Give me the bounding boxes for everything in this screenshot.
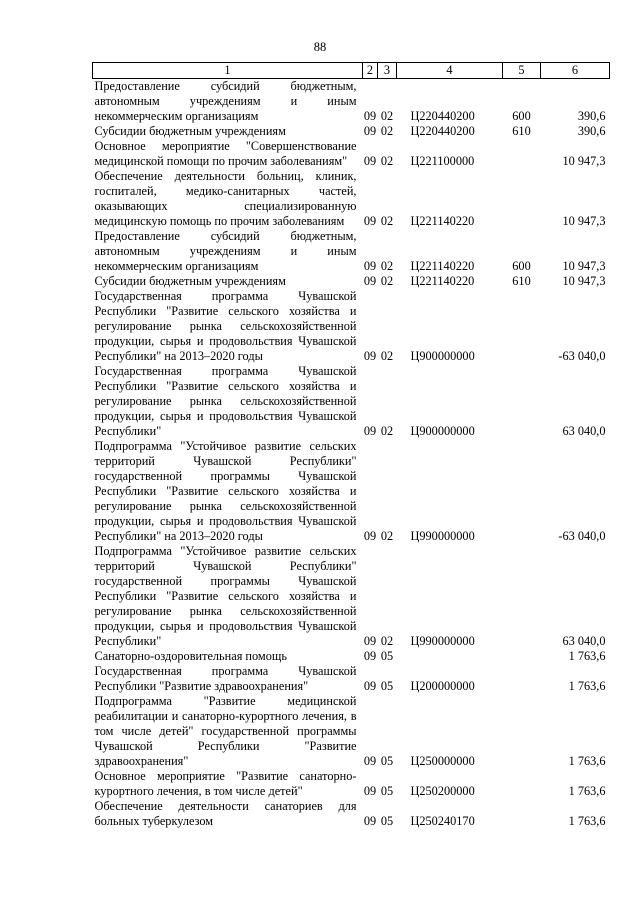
row-target-item: Ц221100000 [410, 154, 475, 168]
row-section: 09 [363, 814, 377, 828]
table-row [93, 649, 610, 664]
budget-table [92, 62, 610, 829]
row-subsection: 02 [380, 259, 394, 273]
row-expense-type: 600 [512, 109, 531, 123]
row-expense-type [503, 664, 541, 694]
row-target-item: Ц900000000 [410, 424, 475, 438]
row-amount: 10 947,3 [562, 214, 606, 228]
row-name: Предоставление субсидий бюджетным, автономным учреждениям и иным некоммерческим организациям [94, 79, 357, 123]
table-row [93, 364, 610, 439]
row-name: Обеспечение деятельности санаториев для больных туберкулезом [94, 799, 357, 828]
table-header-row [93, 63, 610, 79]
row-expense-type [503, 364, 541, 439]
column-header-expense-type: 5 [503, 63, 541, 79]
table-row [93, 274, 610, 289]
table-row [93, 139, 610, 169]
row-subsection: 02 [380, 274, 394, 288]
row-expense-type [503, 649, 541, 664]
row-expense-type [503, 289, 541, 364]
column-header-name: 1 [93, 63, 363, 79]
row-subsection: 02 [380, 634, 394, 648]
row-subsection: 02 [380, 529, 394, 543]
row-section: 09 [363, 109, 377, 123]
row-amount: 10 947,3 [562, 259, 606, 273]
table-row [93, 664, 610, 694]
row-section: 09 [363, 214, 377, 228]
row-expense-type [503, 169, 541, 229]
row-section: 09 [363, 349, 377, 363]
row-amount: -63 040,0 [558, 529, 606, 543]
row-subsection: 05 [380, 814, 394, 828]
row-target-item: Ц990000000 [410, 529, 475, 543]
table-row [93, 694, 610, 769]
row-subsection: 05 [380, 784, 394, 798]
table-row [93, 124, 610, 139]
row-amount: 1 763,6 [568, 679, 606, 693]
row-target-item: Ц990000000 [410, 634, 475, 648]
row-subsection: 05 [380, 754, 394, 768]
row-expense-type [503, 769, 541, 799]
row-name: Основное мероприятие "Развитие санаторно-курортного лечения, в том числе детей" [94, 769, 357, 798]
row-section: 09 [363, 124, 377, 138]
row-section: 09 [363, 424, 377, 438]
row-expense-type: 600 [512, 259, 531, 273]
row-expense-type [503, 139, 541, 169]
row-subsection: 02 [380, 214, 394, 228]
row-target-item: Ц250240170 [410, 814, 475, 828]
row-target-item: Ц220440200 [410, 109, 475, 123]
row-amount: 390,6 [577, 124, 606, 138]
row-name: Подпрограмма "Развитие медицинской реабилитации и санаторно-курортного лечения, в том числе детей" государственной программы Чувашской Республики "Развитие здравоохранения" [94, 694, 357, 768]
table-row [93, 289, 610, 364]
table-row [93, 79, 610, 125]
row-target-item: Ц200000000 [410, 679, 475, 693]
row-amount: 10 947,3 [562, 274, 606, 288]
row-section: 09 [363, 274, 377, 288]
row-amount: 390,6 [577, 109, 606, 123]
row-name: Государственная программа Чувашской Республики "Развитие сельского хозяйства и регулирование рынка сельскохозяйственной продукции, сырья и продовольствия Чувашской Республики" [94, 364, 357, 438]
column-header-subsection: 3 [378, 63, 397, 79]
row-amount: 1 763,6 [568, 814, 606, 828]
row-expense-type [503, 799, 541, 829]
row-section: 09 [363, 154, 377, 168]
table-row [93, 799, 610, 829]
row-section: 09 [363, 259, 377, 273]
column-header-amount: 6 [541, 63, 610, 79]
row-name: Государственная программа Чувашской Республики "Развитие сельского хозяйства и регулирование рынка сельскохозяйственной продукции, сырья и продовольствия Чувашской Республики" на 2013–2020 годы [94, 289, 357, 363]
row-expense-type: 610 [512, 274, 531, 288]
row-section: 09 [363, 634, 377, 648]
row-subsection: 02 [380, 109, 394, 123]
row-section: 09 [363, 679, 377, 693]
row-amount: 63 040,0 [562, 634, 606, 648]
row-expense-type [503, 694, 541, 769]
row-name: Обеспечение деятельности больниц, клиник, госпиталей, медико-санитарных частей, оказывающих специализированную медицинскую помощь по прочим заболеваниям [94, 169, 357, 228]
row-amount: -63 040,0 [558, 349, 606, 363]
row-expense-type: 610 [512, 124, 531, 138]
row-subsection: 05 [380, 679, 394, 693]
row-target-item: Ц250200000 [410, 784, 475, 798]
row-name: Подпрограмма "Устойчивое развитие сельских территорий Чувашской Республики" государственной программы Чувашской Республики "Развитие сельского хозяйства и регулирование рынка сельскохозяйственной продукции, сырья и продовольствия Чувашской Республики" на 2013–2020 годы [94, 439, 357, 543]
row-target-item: Ц250000000 [410, 754, 475, 768]
row-subsection: 02 [380, 424, 394, 438]
table-row [93, 769, 610, 799]
row-expense-type [503, 439, 541, 544]
row-amount: 1 763,6 [568, 649, 606, 663]
table-row [93, 439, 610, 544]
row-subsection: 02 [380, 349, 394, 363]
row-name: Санаторно-оздоровительная помощь [94, 649, 287, 663]
table-row [93, 229, 610, 274]
row-name: Подпрограмма "Устойчивое развитие сельских территорий Чувашской Республики" государственной программы Чувашской Республики "Развитие сельского хозяйства и регулирование рынка сельскохозяйственной продукции, сырья и продовольствия Чувашской Республики" [94, 544, 357, 648]
row-section: 09 [363, 649, 377, 663]
page-number: 88 [313, 40, 327, 54]
row-subsection: 02 [380, 154, 394, 168]
row-amount: 10 947,3 [562, 154, 606, 168]
row-expense-type [503, 544, 541, 649]
column-header-section: 2 [363, 63, 378, 79]
table-row [93, 544, 610, 649]
row-section: 09 [363, 529, 377, 543]
row-target-item: Ц221140220 [410, 259, 475, 273]
row-name: Предоставление субсидий бюджетным, автономным учреждениям и иным некоммерческим организациям [94, 229, 357, 273]
row-target-item [397, 649, 503, 664]
row-target-item: Ц221140220 [410, 274, 475, 288]
row-subsection: 02 [380, 124, 394, 138]
table-row [93, 169, 610, 229]
column-header-target-item: 4 [397, 63, 503, 79]
row-section: 09 [363, 784, 377, 798]
row-name: Государственная программа Чувашской Республики "Развитие здравоохранения" [94, 664, 357, 693]
row-target-item: Ц900000000 [410, 349, 475, 363]
row-section: 09 [363, 754, 377, 768]
row-subsection: 05 [380, 649, 394, 663]
row-amount: 1 763,6 [568, 784, 606, 798]
row-name: Основное мероприятие "Совершенствование медицинской помощи по прочим заболеваниям" [94, 139, 357, 168]
row-amount: 1 763,6 [568, 754, 606, 768]
row-amount: 63 040,0 [562, 424, 606, 438]
row-name: Субсидии бюджетным учреждениям [94, 274, 286, 288]
row-name: Субсидии бюджетным учреждениям [94, 124, 286, 138]
row-target-item: Ц221140220 [410, 214, 475, 228]
row-target-item: Ц220440200 [410, 124, 475, 138]
